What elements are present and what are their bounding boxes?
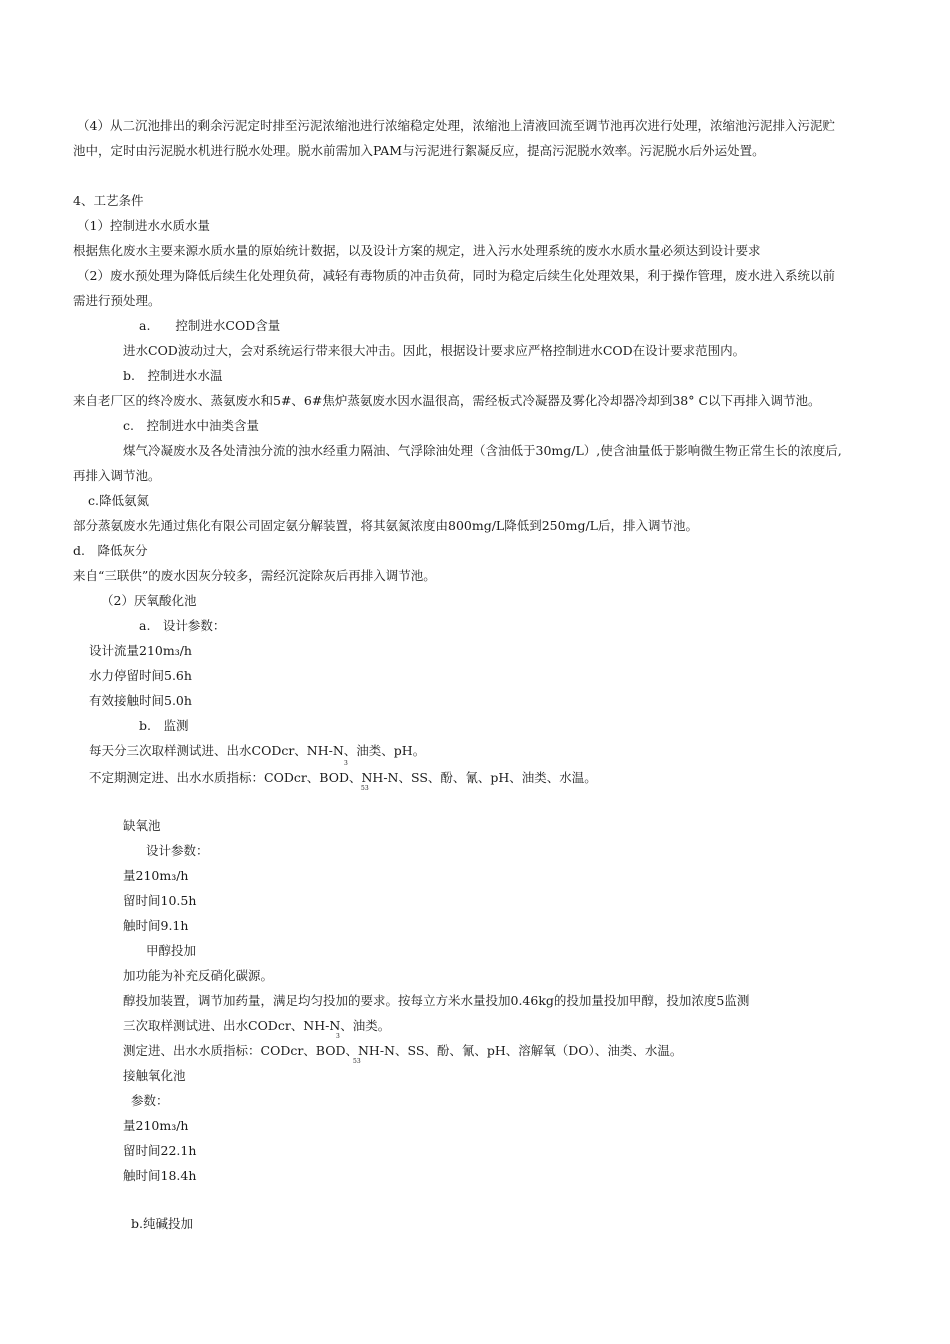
paragraph-line: （4）从二沉池排出的剩余污泥定时排至污泥浓缩池进行浓缩稳定处理，浓缩池上清液回流至调节池再次进行处理，浓缩池污泥排入污泥贮 [77, 118, 835, 133]
subscript-text: 3 [344, 760, 348, 767]
item-heading: b. 控制进水水温 [123, 368, 223, 383]
item-heading: a. 设计参数： [139, 618, 226, 633]
paragraph-line: 进水COD波动过大，会对系统运行带来很大冲击。因此，根据设计要求应严格控制进水COD在设计要求范围内。 [123, 343, 746, 358]
parameter-line: 量210m₃/h [123, 868, 189, 883]
paragraph-line: 醇投加装置，调节加药量，满足均匀投加的要求。按每立方米水量投加0.46kg的投加量投加甲醇，投加浓度5监测 [123, 993, 750, 1008]
subscript-text: 53 [353, 1058, 361, 1065]
paragraph-line: 不定期测定进、出水水质指标：CODcr、BOD、NH-N、SS、酚、氰、pH、油类、水温。 [89, 770, 597, 785]
parameter-line: 留时间10.5h [123, 893, 197, 908]
subsection-heading: （2）厌氧酸化池 [101, 593, 197, 608]
paragraph-line: 煤气冷凝废水及各处清浊分流的浊水经重力隔油、气浮除油处理（含油低于30mg/L）,使含油量低于影响微生物正常生长的浓度后, [123, 443, 842, 458]
item-heading: 设计参数： [146, 843, 209, 858]
paragraph-line: 每天分三次取样测试进、出水CODcr、NH-N、油类、pH。 [89, 743, 426, 758]
subscript-text: 53 [361, 785, 369, 792]
paragraph-line: 部分蒸氨废水先通过焦化有限公司固定氨分解装置，将其氨氮浓度由800mg/L降低到250mg/L后，排入调节池。 [73, 518, 698, 533]
item-heading: c. 控制进水中油类含量 [123, 418, 259, 433]
paragraph-line: 再排入调节池。 [73, 468, 161, 483]
paragraph-line: 来自老厂区的终冷废水、蒸氨废水和5#、6#焦炉蒸氨废水因水温很高，需经板式冷凝器及雾化冷却器冷却到38° C以下再排入调节池。 [73, 393, 821, 408]
paragraph-line: 需进行预处理。 [73, 293, 161, 308]
parameter-line: 量210m₃/h [123, 1118, 189, 1133]
subscript-text: 3 [336, 1033, 340, 1040]
item-heading: d. 降低灰分 [73, 543, 148, 558]
paragraph-line: 三次取样测试进、出水CODcr、NH-N、油类。 [123, 1018, 391, 1033]
item-heading: 甲醇投加 [146, 943, 197, 958]
subsection-heading: （1）控制进水水质水量 [77, 218, 210, 233]
section-heading: 4、工艺条件 [73, 193, 144, 208]
parameter-line: 触时间18.4h [123, 1168, 197, 1183]
item-heading: b.纯碱投加 [131, 1216, 193, 1231]
paragraph-line: （2）废水预处理为降低后续生化处理负荷，减轻有毒物质的冲击负荷，同时为稳定后续生化处理效果，利于操作管理，废水进入系统以前 [77, 268, 835, 283]
item-heading: b. 监测 [139, 718, 189, 733]
item-heading: c.降低氨氮 [88, 493, 149, 508]
parameter-line: 留时间22.1h [123, 1143, 197, 1158]
parameter-line: 有效接触时间5.0h [89, 693, 192, 708]
subsection-heading: 接触氧化池 [123, 1068, 186, 1083]
paragraph-line: 测定进、出水水质指标：CODcr、BOD、NH-N、SS、酚、氰、pH、溶解氧（DO）、油类、水温。 [123, 1043, 683, 1058]
subsection-heading: 缺氧池 [123, 818, 161, 833]
paragraph-line: 来自“三联供”的废水因灰分较多，需经沉淀除灰后再排入调节池。 [73, 568, 436, 583]
paragraph-line: 池中，定时由污泥脱水机进行脱水处理。脱水前需加入PAM与污泥进行絮凝反应，提高污泥脱水效率。污泥脱水后外运处置。 [73, 143, 765, 158]
parameter-line: 水力停留时间5.6h [89, 668, 192, 683]
paragraph-line: 加功能为补充反硝化碳源。 [123, 968, 274, 983]
parameter-line: 设计流量210m₃/h [89, 643, 192, 658]
paragraph-line: 根据焦化废水主要来源水质水量的原始统计数据，以及设计方案的规定，进入污水处理系统的废水水质水量必须达到设计要求 [73, 243, 761, 258]
parameter-line: 触时间9.1h [123, 918, 189, 933]
item-heading: a. 控制进水COD含量 [139, 318, 281, 333]
item-heading: 参数： [131, 1093, 169, 1108]
